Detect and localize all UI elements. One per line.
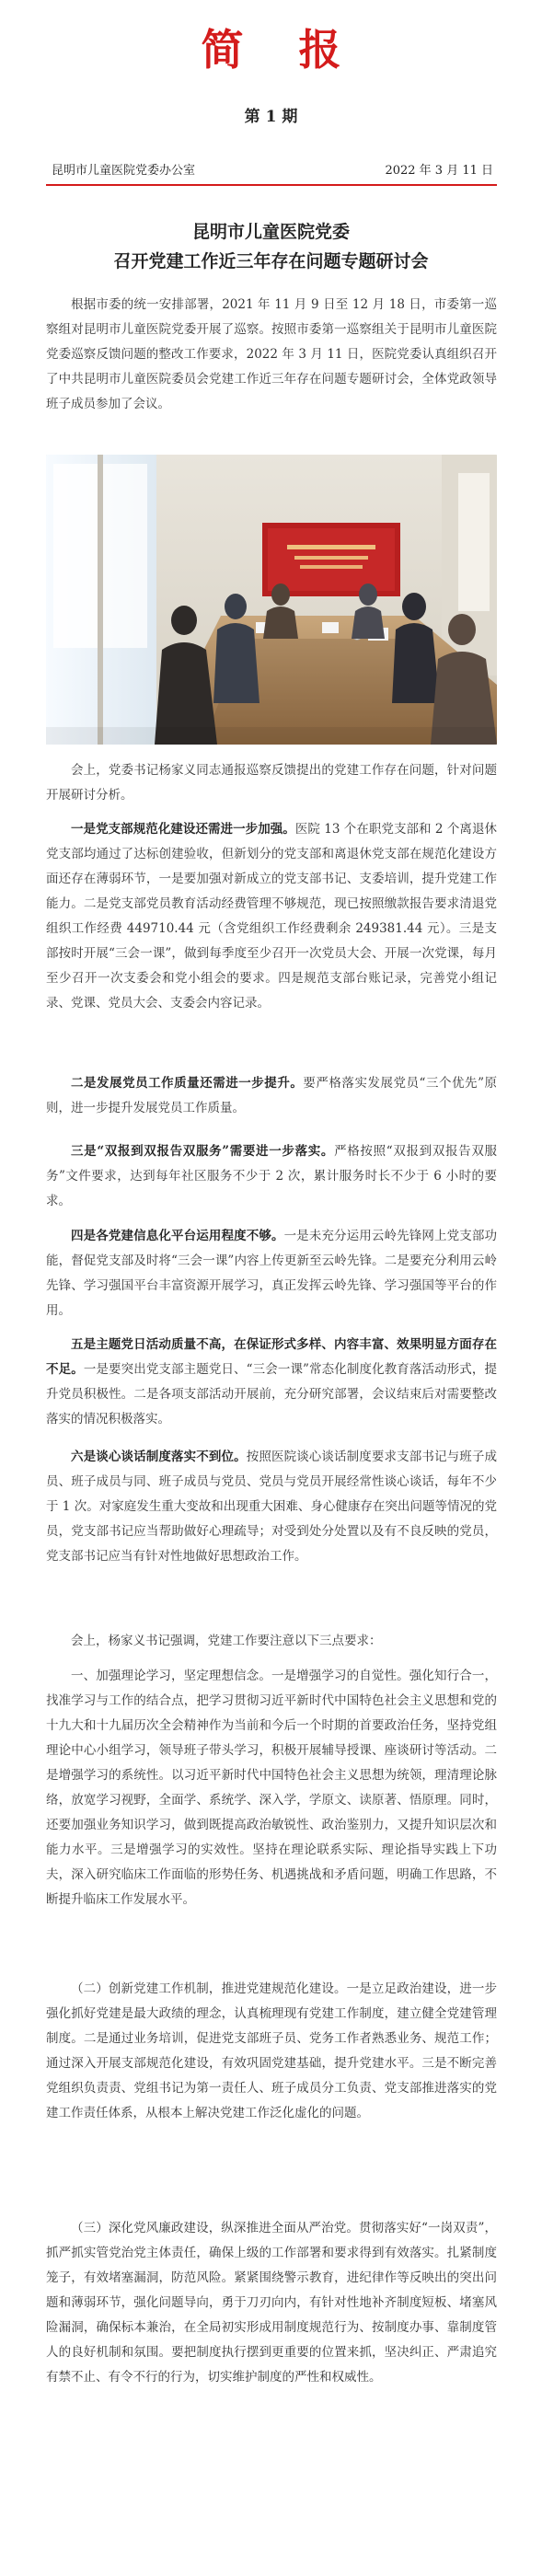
publisher: 昆明市儿童医院党委办公室 (52, 164, 196, 178)
point-6-lead: 六是谈心谈话制度落实不到位。 (71, 1450, 247, 1464)
point-2-lead: 二是发展党员工作质量还需进一步提升。 (71, 1076, 304, 1091)
paragraph-point-4 (46, 1224, 497, 1323)
masthead-title: 简 报 (201, 25, 362, 75)
paragraph-point-6 (46, 1445, 497, 1569)
paragraph-briefing: 会上，党委书记杨家义同志通报巡察反馈提出的党建工作存在问题，针对问题开展研讨分析。 (46, 763, 497, 803)
point-6-text: 按照医院谈心谈话制度要求支部书记与班子成员、班子成员与同、班子成员与党员、党员与党员开展经常性谈心谈话，每年不少于 1 次。对家庭发生重大变故和出现重大困难、身心健康存在突出问题等情况的党员，党支部书记应当帮助做好心理疏导；对受到处分处置以及有不良反映的党员，党支部书记应当有针对性地做好思想政治工作。 (46, 1450, 498, 1564)
article-headline (0, 217, 542, 276)
publish-date: 2022 年 3 月 11 日 (385, 164, 493, 178)
issue-number: 第 1 期 (244, 108, 298, 126)
paragraph-point-2 (46, 1071, 497, 1121)
meeting-photo-icon (46, 455, 497, 745)
paragraph-requirement-2: （二）创新党建工作机制，推进党建规范化建设。一是立足政治建设，进一步强化抓好党建是最大政绩的理念，认真梳理现有党建工作制度，建立健全党建管理制度。二是通过业务培训，促进党支部班子员、党务工作者熟悉业务、规范工作；通过深入开展支部规范化建设，有效巩固党建基础，提升党建水平。三是不断完善党组织负责责、党组书记为第一责任人、班子成员分工负责、党支部推进落实的党建工作责任体系，从根本上解决党建工作泛化虚化的问题。 (46, 1981, 497, 2120)
point-4-text: 一是未充分运用云岭先锋网上党支部功能，督促党支部及时将“三会一课”内容上传更新至云岭先锋。二是要充分利用云岭先锋、学习强国平台丰富资源开展学习，真正发挥云岭先锋、学习强国等平台的作用。 (46, 1229, 498, 1318)
paragraph-point-5 (46, 1333, 497, 1432)
point-3-lead: 三是“双报到双报告双服务”需要进一步落实。 (71, 1144, 335, 1159)
headline-line-2: 召开党建工作近三年存在问题专题研讨会 (113, 251, 429, 271)
point-3-text: 严格按照“双报到双报告双服务”文件要求，达到每年社区服务不少于 2 次，累计服务时长不少于 6 小时的要求。 (46, 1144, 498, 1208)
paragraph-requirements-intro: 会上，杨家义书记强调，党建工作要注意以下三点要求： (71, 1634, 382, 1648)
point-5-text: 一是要突出党支部主题党日、“三会一课”常态化制度化教育落活动形式，提升党员积极性。二是各项支部活动开展前，充分研究部署，会议结束后对需要整改落实的情况积极落实。 (46, 1362, 497, 1427)
meeting-photo (46, 455, 497, 745)
meta-row (52, 162, 493, 180)
paragraph-requirement-3: （三）深化党风廉政建设，纵深推进全面从严治党。贯彻落实好“一岗双责”，抓严抓实管党治党主体责任，确保上级的工作部署和要求得到有效落实。扎紧制度笼子，有效堵塞漏洞，防范风险。紧紧围绕警示教育，进纪律作等反映出的突出问题和薄弱环节，强化问题导向，勇于刀刃向内，有针对性地补齐制度短板、堵塞风险漏洞，确保标本兼治，在全局初实形成用制度规范行为、按制度办事、靠制度管人的良好机制和氛围。要把制度执行摆到更重要的位置来抓，坚决纠正、严肃追究有禁不止、有令不行的行为，切实维护制度的严性和权威性。 (46, 2221, 497, 2385)
point-1-text: 医院 13 个在职党支部和 2 个离退休党支部均通过了达标创建验收，但新划分的党支部和离退休党支部在规范化建设方面还存在薄弱环节，一是要加强对新成立的党支部书记、支委培训，提升党建工作能力。二是党支部党员教育活动经费管理不够规范，现已按照缴款报告要求清退党组织工作经费 449710.44 元（含党组织工作经费剩余 249381.44 元）。三是支部按时开展“三会一课”，做到每季度至少召开一次党员大会、开展一次党课，每月至少召开一次支委会和党小组会的要求。四是规范支部台账记录，完善党小组记录、党课、党员大会、支委会内容记录。 (46, 822, 497, 1011)
paragraph-requirement-1: 一、加强理论学习，坚定理想信念。一是增强学习的自觉性。强化知行合一，找准学习与工作的结合点，把学习贯彻习近平新时代中国特色社会主义思想和党的十九大和十九届历次全会精神作为当前和今后一个时期的首要政治任务，坚持党组理论中心小组学习，领导班子带头学习，积极开展辅导授课、座谈研讨等活动。二是增强学习的系统性。以习近平新时代中国特色社会主义思想为统领，理清理论脉络，放宽学习视野，全面学、系统学、深入学，学原文、读原著、悟原理。同时，还要加强业务知识学习，做到既提高政治敏锐性、政治鉴别力，又提升知识层次和能力水平。三是增强学习的实效性。坚持在理论联系实际、理论指导实践上下功夫，深入研究临床工作面临的形势任务、机遇挑战和矛盾问题，明确工作思路，不断提升临床工作发展水平。 (46, 1669, 497, 1907)
headline-line-1: 昆明市儿童医院党委 (191, 222, 350, 242)
point-4-lead: 四是各党建信息化平台运用程度不够。 (71, 1229, 284, 1243)
paragraph-point-1 (46, 817, 497, 1016)
point-5-lead: 五是主题党日活动质量不高，在保证形式多样、内容丰富、效果明显方面存在不足。 (46, 1337, 497, 1377)
masthead-divider (46, 184, 497, 186)
paragraph-intro: 根据市委的统一安排部署，2021 年 11 月 9 日至 12 月 18 日，市委第一巡察组对昆明市儿童医院党委开展了巡察。按照市委第一巡察组关于昆明市儿童医院党委巡察反馈问题的整改工作要求，2022 年 3 月 11 日，医院党委认真组织召开了中共昆明市儿童医院委员会党建工作近三年存在问题专题研讨会，全体党政领导班子成员参加了会议。 (46, 297, 497, 411)
point-2-text: 要严格落实发展党员“三个优先”原则，进一步提升发展党员工作质量。 (46, 1076, 497, 1115)
paragraph-point-3 (46, 1139, 497, 1214)
point-1-lead: 一是党支部规范化建设还需进一步加强。 (71, 822, 295, 837)
